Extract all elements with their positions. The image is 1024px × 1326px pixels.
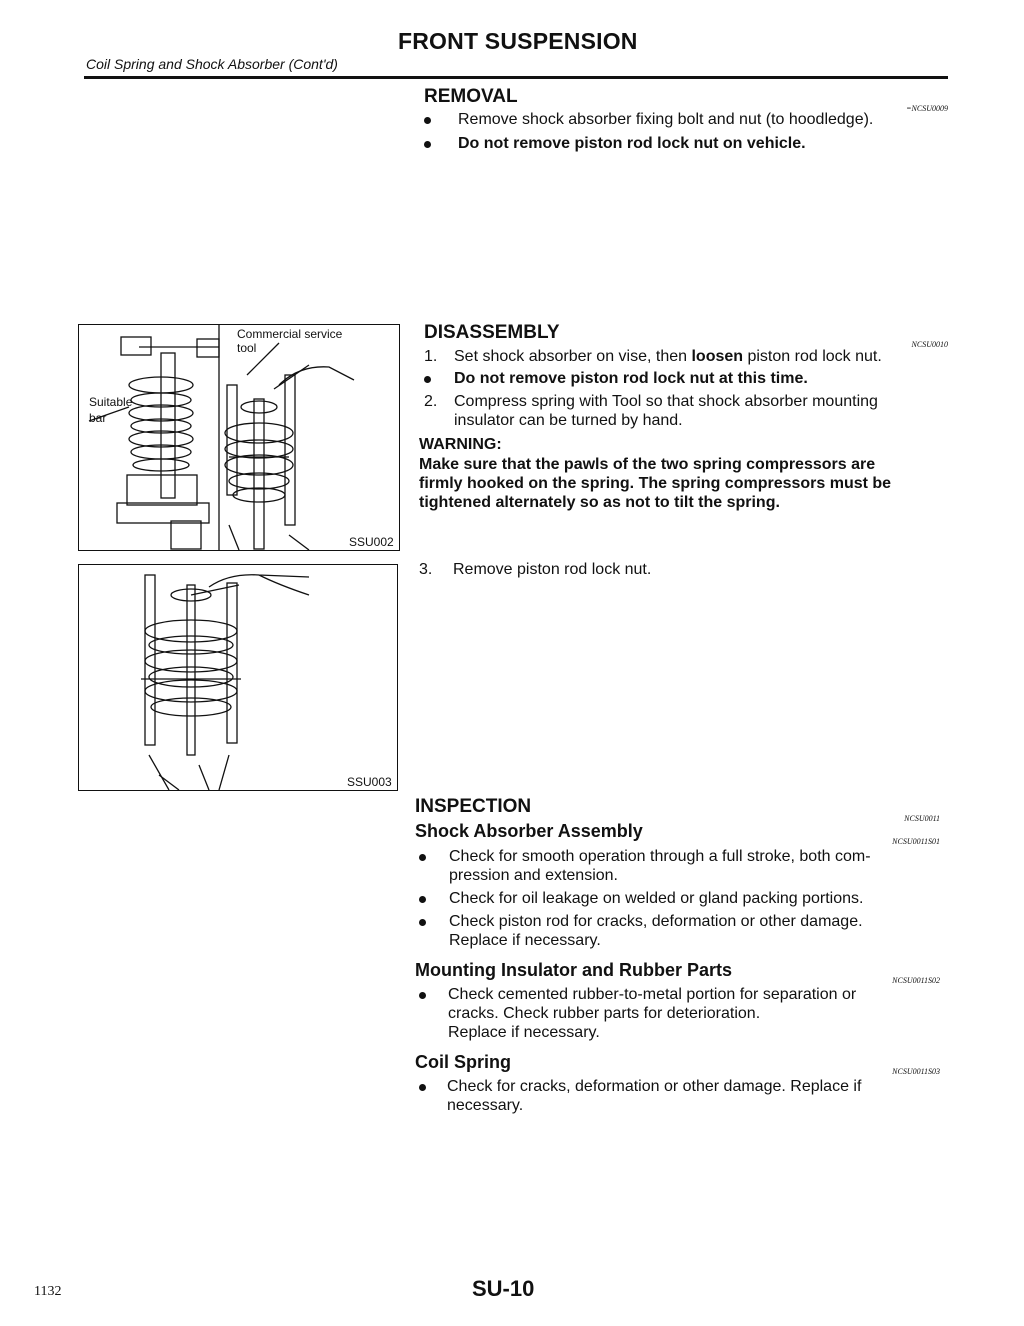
spring-compressor-illustration — [79, 325, 399, 550]
step-number: 3. — [419, 561, 433, 578]
mounting-insulator-heading: Mounting Insulator and Rubber Parts — [415, 960, 733, 980]
label-tool: tool — [237, 341, 257, 355]
coil-check-line-2: necessary. — [447, 1097, 524, 1114]
removal-heading: REMOVAL — [424, 86, 518, 107]
bullet — [419, 919, 426, 926]
warning-line-1: Make sure that the pawls of the two spring compressors are — [419, 456, 876, 473]
shock-check-3-line-1: Check piston rod for cracks, deformation or other damage. — [449, 913, 863, 930]
figure-id: SSU003 — [347, 775, 392, 789]
figure-ssu003 — [78, 564, 398, 791]
removal-item-1: Remove shock absorber fixing bolt and nut (to hoodledge). — [458, 111, 874, 128]
bullet — [419, 854, 426, 861]
bullet — [419, 896, 426, 903]
coil-spring-heading: Coil Spring — [415, 1052, 511, 1072]
bullet — [419, 992, 426, 999]
warning-line-2: firmly hooked on the spring. The spring compressors must be — [419, 475, 892, 492]
disassembly-step-2-line-1: Compress spring with Tool so that shock absorber mounting — [454, 393, 878, 410]
page-code: SU-10 — [472, 1276, 535, 1301]
page-title: FRONT SUSPENSION — [398, 28, 638, 54]
step-number: 1. — [424, 348, 438, 365]
removal-code: =NCSU0009 — [906, 104, 948, 113]
disassembly-step-1: Set shock absorber on vise, then loosen piston rod lock nut. — [454, 348, 882, 365]
figure-ssu002 — [78, 324, 400, 551]
shock-check-3-line-2: Replace if necessary. — [449, 932, 601, 949]
disassembly-code: NCSU0010 — [911, 340, 948, 349]
label-commercial-service: Commercial service — [237, 327, 343, 341]
step-number: 2. — [424, 393, 438, 410]
shock-check-1-line-1: Check for smooth operation through a full stroke, both com- — [449, 848, 871, 865]
coil-check-line-1: Check for cracks, deformation or other damage. Replace if — [447, 1078, 862, 1095]
shock-check-2: Check for oil leakage on welded or gland packing portions. — [449, 890, 864, 907]
bullet — [424, 376, 431, 383]
figure-id: SSU002 — [349, 535, 394, 549]
warning-line-3: tightened alternately so as not to tilt the spring. — [419, 494, 780, 511]
inspection-heading: INSPECTION — [415, 796, 532, 817]
section-subtitle: Coil Spring and Shock Absorber (Cont'd) — [86, 56, 338, 72]
disassembly-step-3: Remove piston rod lock nut. — [453, 561, 652, 578]
warning-label: WARNING: — [419, 436, 502, 453]
shock-absorber-code: NCSU0011S01 — [892, 837, 940, 846]
coil-spring-code: NCSU0011S03 — [892, 1067, 940, 1076]
disassembly-heading: DISASSEMBLY — [424, 322, 560, 343]
label-suitable: Suitable — [89, 395, 133, 409]
shock-absorber-heading: Shock Absorber Assembly — [415, 821, 643, 841]
mounting-insulator-code: NCSU0011S02 — [892, 976, 940, 985]
bullet — [424, 141, 431, 148]
page-number: 1132 — [34, 1284, 62, 1299]
disassembly-step-2-line-2: insulator can be turned by hand. — [454, 412, 683, 429]
mounting-check-line-3: Replace if necessary. — [448, 1024, 600, 1041]
inspection-code: NCSU0011 — [904, 814, 940, 823]
removal-item-2: Do not remove piston rod lock nut on vehicle. — [458, 135, 806, 152]
disassembly-note: Do not remove piston rod lock nut at this time. — [454, 370, 808, 387]
lock-nut-removal-illustration — [79, 565, 397, 790]
bullet — [424, 117, 431, 124]
shock-check-1-line-2: pression and extension. — [449, 867, 618, 884]
header-rule — [84, 76, 948, 79]
label-bar: bar — [89, 411, 107, 425]
mounting-check-line-2: cracks. Check rubber parts for deterioration. — [448, 1005, 761, 1022]
mounting-check-line-1: Check cemented rubber-to-metal portion for separation or — [448, 986, 857, 1003]
bullet — [419, 1084, 426, 1091]
